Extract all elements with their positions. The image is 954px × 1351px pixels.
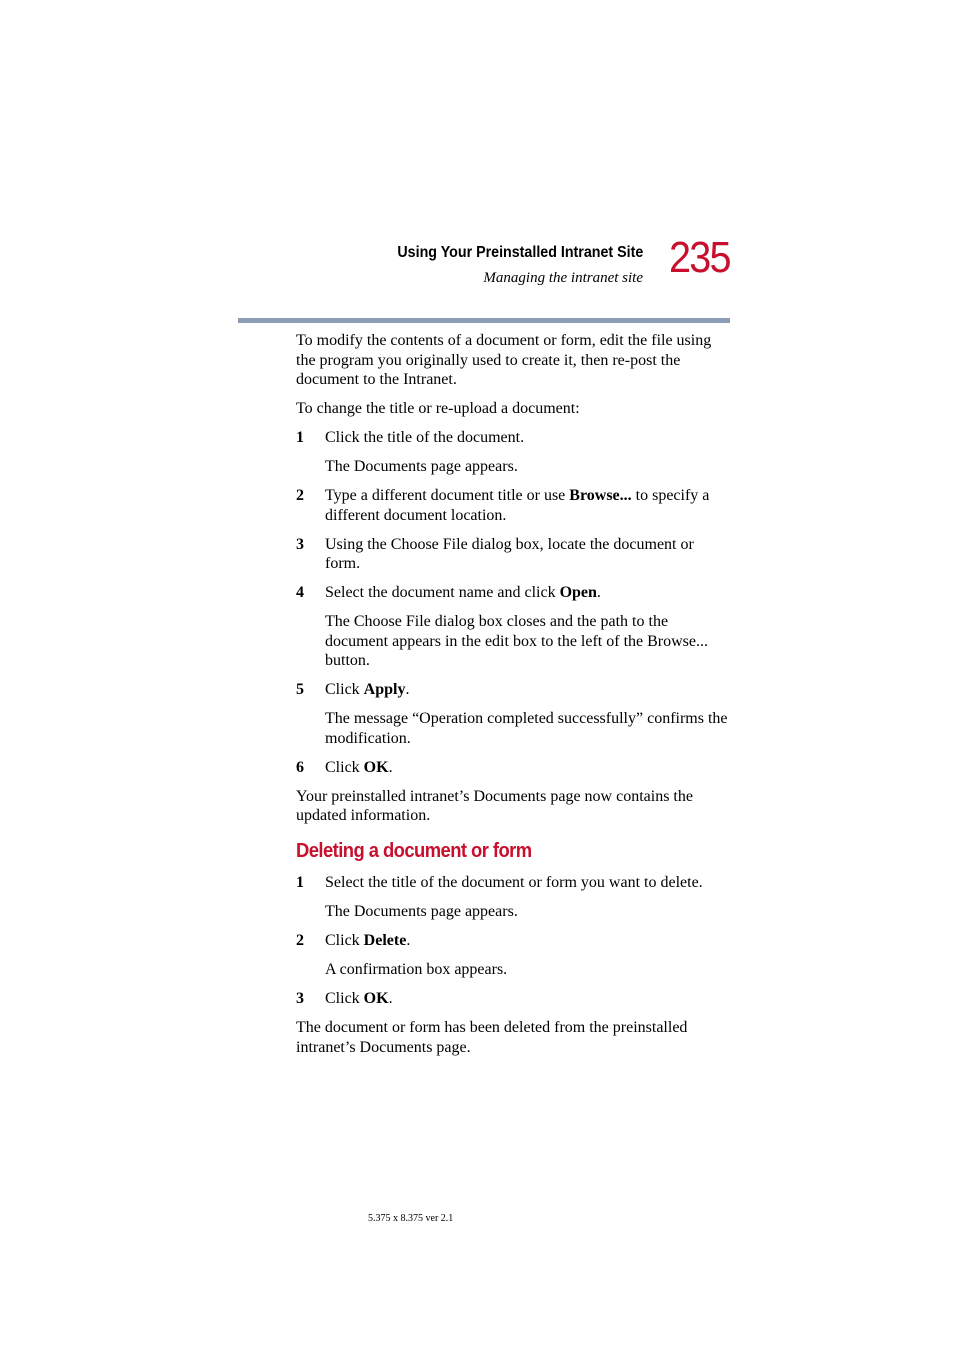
ui-label: OK bbox=[363, 990, 389, 1007]
list-item bbox=[296, 873, 730, 893]
list-item bbox=[296, 535, 730, 574]
ui-label: OK bbox=[363, 758, 389, 776]
intro-paragraph: To modify the contents of a document or form, edit the file using the program you originally used to create it, then re-post the document to the Intranet. bbox=[296, 332, 712, 388]
step-text bbox=[325, 584, 601, 601]
ui-label: Open bbox=[559, 584, 597, 601]
step-text-part: Type a different document title or use bbox=[325, 487, 570, 504]
step-text-part: Using the Choose File dialog box, locate the document or form. bbox=[325, 535, 694, 572]
step-number: 1 bbox=[296, 429, 304, 446]
section-title: Managing the intranet site bbox=[483, 270, 643, 286]
list-item bbox=[296, 583, 730, 603]
outro-paragraph: Your preinstalled intranet’s Documents page now contains the updated information. bbox=[296, 787, 693, 824]
list-item bbox=[296, 486, 730, 525]
step-number: 3 bbox=[296, 990, 304, 1007]
header-rule bbox=[238, 318, 730, 323]
intro-lead-in: To change the title or re-upload a document: bbox=[296, 400, 580, 417]
step-text-part: Click bbox=[325, 932, 364, 949]
step-result-note: The Choose File dialog box closes and the path to the document appears in the edit box to the left of the Browse... button. bbox=[325, 613, 709, 669]
ui-label: Delete bbox=[363, 932, 407, 949]
step-number: 2 bbox=[296, 487, 304, 504]
step-text-part: Click bbox=[325, 681, 364, 698]
step-result-note: The Documents page appears. bbox=[325, 458, 518, 475]
step-text bbox=[325, 874, 703, 891]
step-text-part: . bbox=[388, 990, 393, 1007]
step-text bbox=[325, 932, 410, 949]
closing-paragraph: The document or form has been deleted from the preinstalled intranet’s Documents page. bbox=[296, 1019, 688, 1056]
section-heading: Deleting a document or form bbox=[296, 839, 532, 862]
ui-label: Apply bbox=[363, 681, 406, 698]
list-item bbox=[296, 680, 730, 700]
step-text bbox=[325, 487, 709, 524]
step-text-part: . bbox=[405, 681, 410, 698]
step-text-part: Click bbox=[325, 758, 364, 776]
steps-modify bbox=[296, 428, 730, 777]
step-text bbox=[325, 759, 393, 776]
step-text-part: . bbox=[406, 932, 411, 949]
step-text-part: Select the title of the document or form you want to delete. bbox=[325, 874, 703, 891]
step-text-part: Select the document name and click bbox=[325, 584, 560, 601]
step-result-note: A confirmation box appears. bbox=[325, 961, 508, 978]
list-item bbox=[296, 758, 730, 778]
step-number: 2 bbox=[296, 932, 304, 949]
chapter-title: Using Your Preinstalled Intranet Site bbox=[397, 244, 643, 261]
ui-label: Browse... bbox=[569, 487, 632, 504]
step-result-note: The message “Operation completed successfully” confirms the modification. bbox=[325, 710, 728, 747]
list-item bbox=[296, 931, 730, 951]
step-number: 4 bbox=[296, 584, 304, 601]
step-number: 5 bbox=[296, 681, 304, 698]
step-number: 1 bbox=[296, 874, 304, 891]
step-text bbox=[325, 536, 694, 573]
step-text-part: Click bbox=[325, 990, 364, 1007]
step-text-part: to specify a different document location. bbox=[325, 487, 710, 524]
step-text-part: . bbox=[388, 758, 393, 776]
steps-delete bbox=[296, 873, 730, 1009]
page-number: 235 bbox=[669, 233, 730, 282]
step-number: 3 bbox=[296, 535, 304, 553]
step-text bbox=[325, 990, 393, 1007]
footer-note: 5.375 x 8.375 ver 2.1 bbox=[368, 1213, 454, 1224]
step-result-note: The Documents page appears. bbox=[325, 903, 518, 920]
step-text-part: Click the title of the document. bbox=[325, 429, 525, 446]
step-number: 6 bbox=[296, 758, 304, 776]
list-item bbox=[296, 428, 730, 448]
step-text-part: . bbox=[596, 584, 601, 601]
body-content bbox=[296, 331, 730, 1067]
list-item bbox=[296, 989, 730, 1009]
step-text bbox=[325, 681, 409, 698]
step-text bbox=[325, 429, 524, 446]
